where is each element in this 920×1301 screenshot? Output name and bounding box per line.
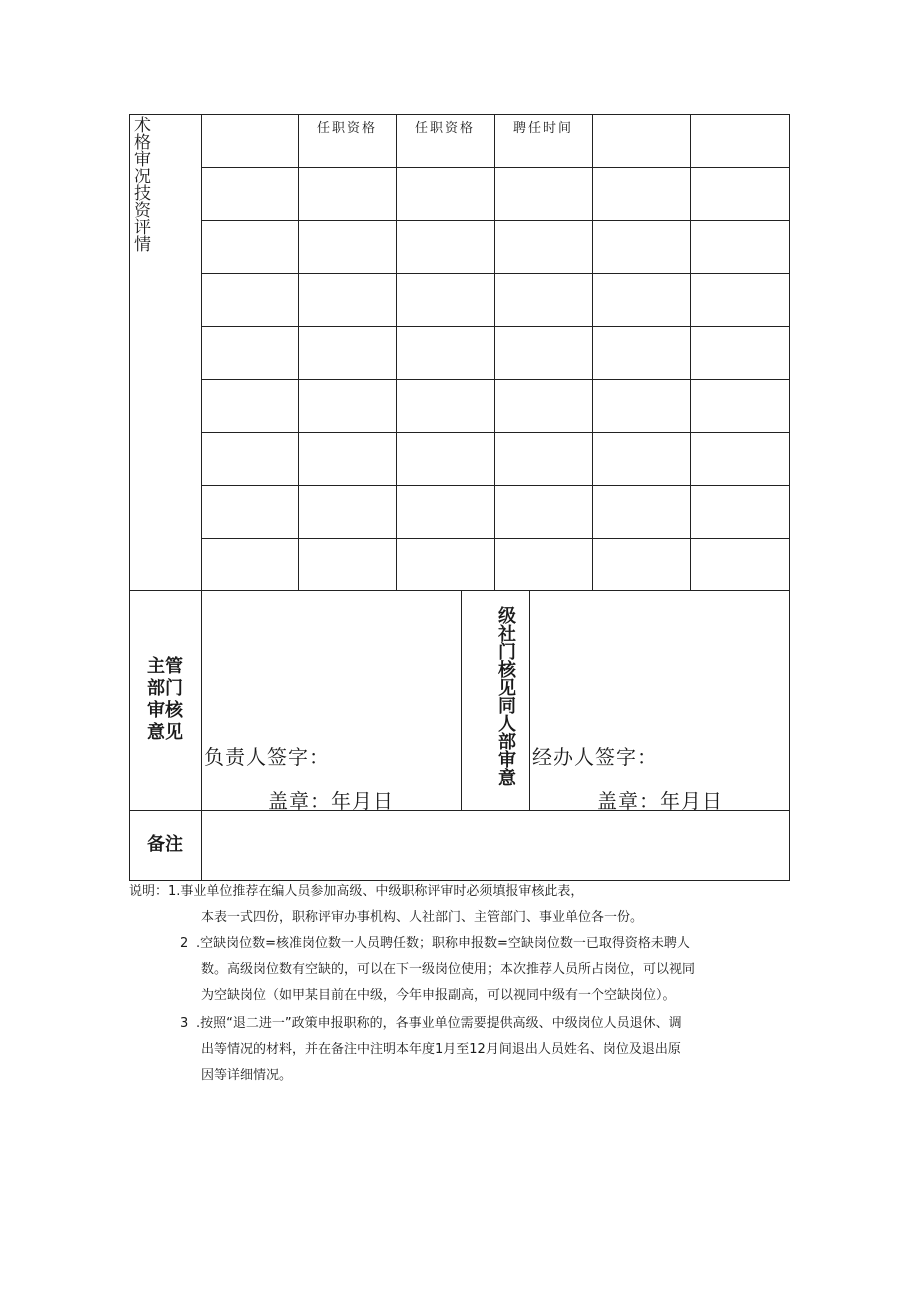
hr-opinion-field[interactable] [530, 591, 789, 810]
approval-col-line [461, 590, 462, 811]
note-2-line-3: 为空缺岗位（如甲某目前在中级，今年申报副高，可以视同中级有一个空缺岗位）。 [201, 988, 676, 1003]
grid-col-line [298, 114, 299, 591]
grid-col-line [494, 114, 495, 591]
note-2-number: 2 [180, 936, 189, 951]
grid-col-line [396, 114, 397, 591]
grid-row-line [201, 167, 790, 168]
grid-row-line [201, 326, 790, 327]
grid-col-line [690, 114, 691, 591]
grid-row-line [201, 432, 790, 433]
grid-row-line [201, 538, 790, 539]
remarks-label: 备注 [147, 834, 183, 855]
qualification-section-label: 术格审况技资评情 [130, 116, 150, 252]
table-bottom-border [129, 880, 790, 881]
notes-prefix: 说明： [129, 884, 169, 899]
dept-opinion-field[interactable] [202, 591, 461, 810]
remarks-field[interactable] [202, 811, 789, 880]
header-qualification-2: 任职资格 [414, 121, 475, 136]
grid-row-line [201, 220, 790, 221]
note-2-line-2: 数。高级岗位数有空缺的，可以在下一级岗位使用；本次推荐人员所占岗位，可以视同 [201, 962, 696, 977]
hr-dept-review-label: 级社门核见同人部审意 [495, 606, 516, 786]
grid-row-line [201, 273, 790, 274]
note-3-line-1: .按照“退二进一”政策申报职称的，各事业单位需要提供高级、中级岗位人员退休、调 [196, 1016, 682, 1031]
note-3-line-2: 出等情况的材料，并在备注中注明本年度1月至12月间退出人员姓名、岗位及退出原 [201, 1042, 681, 1057]
note-2-line-1: .空缺岗位数=核准岗位数一人员聘任数；职称申报数=空缺岗位数一已取得资格未聘人 [196, 936, 690, 951]
handler-signature-label: 经办人签字： [532, 745, 658, 769]
grid-col-line [592, 114, 593, 591]
header-appointment-time: 聘任时间 [512, 121, 573, 136]
dept-review-label: 主管部门审核意见 [147, 656, 183, 743]
note-1-number: 1. [168, 884, 181, 899]
header-qualification-1: 任职资格 [316, 121, 377, 136]
note-3-line-3: 因等详细情况。 [201, 1068, 293, 1083]
note-1-text: 事业单位推荐在编人员参加高级、中级职称评审时必须填报审核此表， [180, 884, 584, 899]
grid-row-line [201, 485, 790, 486]
left-seal-date-label: 盖章：年月日 [268, 789, 394, 813]
responsible-signature-label: 负责人签字： [204, 745, 330, 769]
note-3-number: 3 [180, 1016, 189, 1031]
grid-row-line [201, 379, 790, 380]
right-seal-date-label: 盖章：年月日 [597, 789, 723, 813]
notes-line-2: 本表一式四份，职称评审办事机构、人社部门、主管部门、事业单位各一份。 [201, 910, 644, 925]
notes-line-1 [129, 883, 583, 901]
table-right-border [789, 114, 790, 881]
